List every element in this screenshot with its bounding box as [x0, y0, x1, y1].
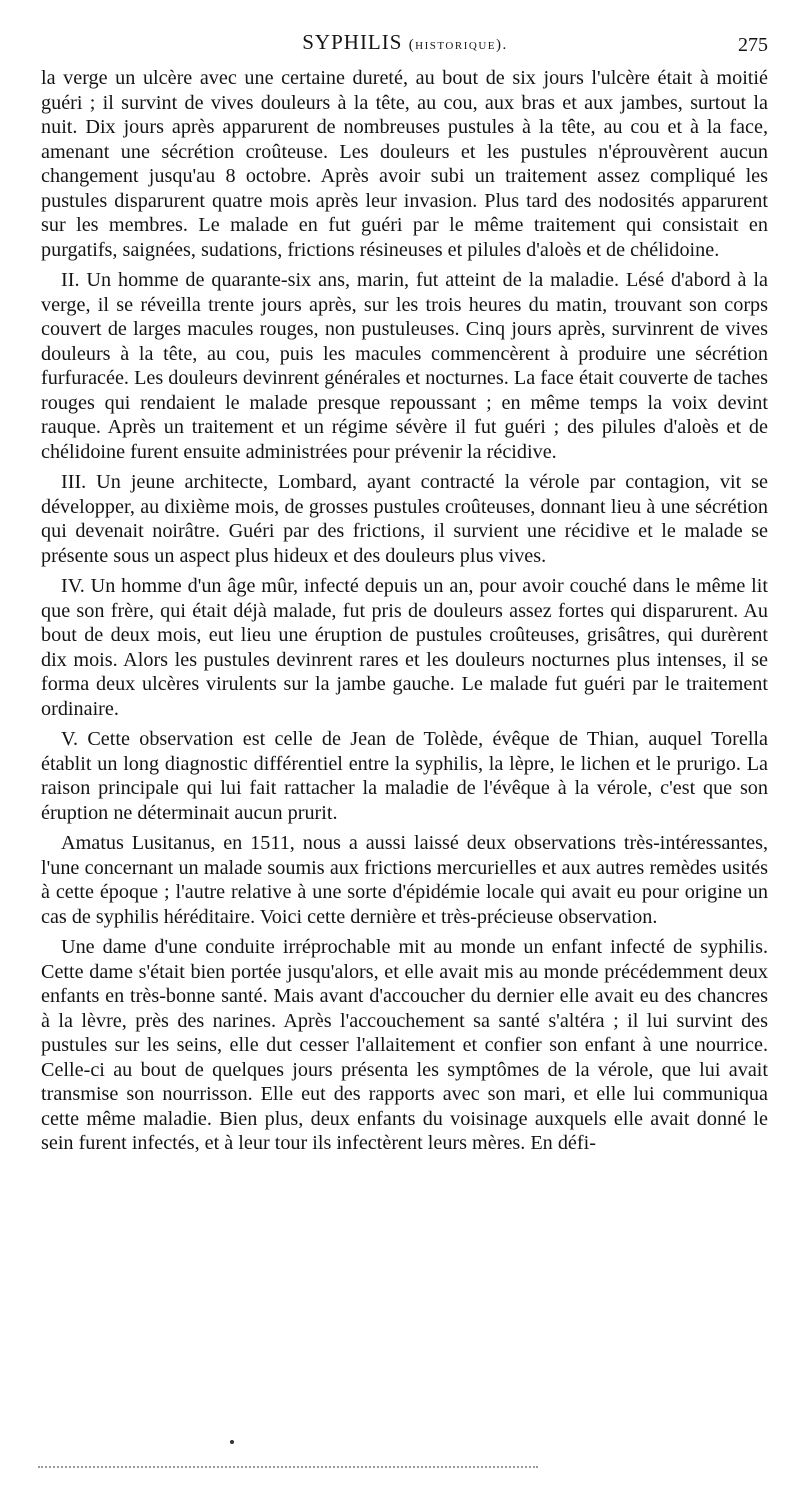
paragraph-observation-2: II. Un homme de quarante-six ans, marin, fut atteint de la maladie. Lésé d'abord à la verge, il se réveilla trente jours après, sur les trois heures du matin, trouvant son corps couvert de larges macules rouges, non pustuleuses. Cinq jours après, survinrent de vives douleurs à la tête, au cou, puis les macules commencèrent à produire une sécrétion furfuracée. Les douleurs devinrent générales et nocturnes. La face était couverte de taches rouges qui rendaient le malade presque repoussant ; en même temps la voix devint rauque. Après un traitement et un régime sévère il fut guéri ; des pilules d'aloès et de chélidoine furent ensuite administrées pour prévenir la récidive. [41, 269, 768, 463]
paragraph-continuation: la verge un ulcère avec une certaine dureté, au bout de six jours l'ulcère était à moitié guéri ; il survint de vives douleurs à la tête, au cou, aux bras et aux jambes, surtout la nuit. Dix jours après apparurent de nombreuses pustules à la tête, au cou et à la face, amenant une sécrétion croûteuse. Les douleurs et les pustules n'éprouvèrent aucun changement jusqu'au 8 octobre. Après avoir subi un traitement assez compliqué les pustules disparurent quatre mois après leur invasion. Plus tard des nodosités apparurent sur les membres. Le malade en fut guéri par le même traitement qui consistait en purgatifs, saignées, sudations, frictions résineuses et pilules d'aloès et de chélidoine. [41, 67, 768, 261]
paragraph-hereditary-case: Une dame d'une conduite irréprochable mit au monde un enfant infecté de syphilis. Cette dame s'était bien portée jusqu'alors, et elle avait mis au monde précédemment deux enfants en très-bonne santé. Mais avant d'accoucher du dernier elle avait eu des chancres à la lèvre, près des narines. Après l'accouchement sa santé s'altéra ; il lui survint des pustules sur les seins, elle dut cesser l'allaitement et confier son enfant à une nourrice. Celle-ci au bout de quelques jours présenta les symptômes de la vérole, que lui avait transmise son nourrisson. Elle eut des rapports avec son mari, et elle lui communiqua cette même maladie. Bien plus, deux enfants du voisinage auxquels elle avait donné le sein furent infectés, et à leur tour ils infectèrent leurs mères. En défi- [41, 936, 768, 1154]
running-head [40, 30, 770, 58]
paragraph-observation-5: V. Cette observation est celle de Jean de Tolède, évêque de Thian, auquel Torella établit un long diagnostic différentiel entre la syphilis, la lèpre, le lichen et le prurigo. La raison principale qui lui fait rattacher la maladie de l'évêque à la vérole, c'est que son éruption ne déterminait aucun prurit. [41, 728, 768, 824]
running-title [40, 30, 770, 55]
running-title-main: SYPHILIS [302, 30, 403, 54]
paragraph-amatus-lusitanus: Amatus Lusitanus, en 1511, nous a aussi laissé deux observations très-intéressantes, l'une concernant un malade soumis aux frictions mercurielles et aux autres remèdes usités à cette époque ; l'autre relative à une sorte d'épidémie locale qui avait eu pour origine un cas de syphilis héréditaire. Voici cette dernière et très-précieuse observation. [41, 832, 768, 928]
footer-rule [38, 1466, 538, 1468]
body-text [41, 66, 768, 1162]
page-number: 275 [738, 34, 768, 56]
paragraph-observation-3: III. Un jeune architecte, Lombard, ayant contracté la vérole par contagion, vit se développer, au dixième mois, de grosses pustules croûteuses, donnant lieu à une sécrétion qui devenait noirâtre. Guéri par des frictions, il survient une récidive et le malade se présente sous un aspect plus hideux et des douleurs plus vives. [41, 471, 768, 567]
paragraph-observation-4: IV. Un homme d'un âge mûr, infecté depuis un an, pour avoir couché dans le même lit que son frère, qui était déjà malade, fut pris de douleurs assez fortes qui disparurent. Au bout de deux mois, eut lieu une éruption de pustules croûteuses, grisâtres, qui durèrent dix mois. Alors les pustules devinrent rares et les douleurs nocturnes plus intenses, il se forma deux ulcères virulents sur la jambe gauche. Le malade fut guéri par le traitement ordinaire. [41, 575, 768, 720]
running-title-sub: (historique). [408, 37, 508, 53]
ink-speck [230, 1440, 234, 1444]
